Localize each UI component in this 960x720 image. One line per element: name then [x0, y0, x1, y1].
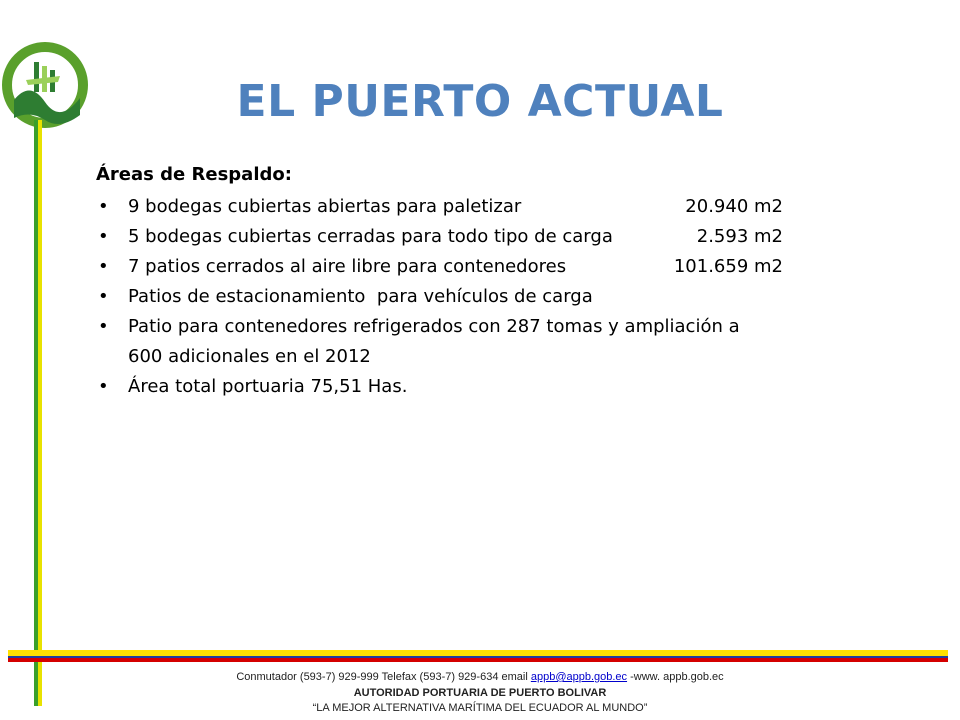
bullet-icon: •	[98, 196, 109, 217]
item-value: 101.659 m2	[673, 256, 783, 277]
item-text-continuation: 600 adicionales en el 2012	[128, 346, 371, 367]
list-item	[96, 222, 816, 252]
bullet-icon: •	[98, 226, 109, 247]
bullet-icon: •	[98, 256, 109, 277]
flag-bar-red	[8, 658, 948, 662]
bullet-icon: •	[98, 286, 109, 307]
list-item	[96, 282, 816, 312]
list-item	[96, 312, 816, 372]
footer-email-link[interactable]: appb@appb.gob.ec	[530, 671, 628, 683]
list-item	[96, 252, 816, 282]
bullet-icon: •	[98, 316, 109, 337]
item-text: 5 bodegas cubiertas cerradas para todo tipo de carga	[128, 226, 613, 247]
content-body	[96, 162, 816, 402]
item-text: Patio para contenedores refrigerados con 287 tomas y ampliación a	[128, 316, 740, 337]
footer-contact	[0, 670, 960, 684]
item-text: Patios de estacionamiento para vehículos de carga	[128, 286, 593, 307]
areas-list	[96, 192, 816, 402]
item-value: 20.940 m2	[685, 196, 783, 217]
item-text: 7 patios cerrados al aire libre para contenedores	[128, 256, 567, 277]
section-heading: Áreas de Respaldo:	[96, 164, 292, 185]
footer-organization: AUTORIDAD PORTUARIA DE PUERTO BOLIVAR	[353, 687, 607, 699]
footer-phone: Conmutador (593-7) 929-999 Telefax (593-7) 929-634 email	[236, 671, 531, 683]
item-text: Área total portuaria 75,51 Has.	[128, 376, 408, 397]
vertical-line-yellow	[38, 120, 42, 706]
list-item	[96, 372, 816, 402]
bullet-icon: •	[98, 376, 109, 397]
footer-slogan: “LA MEJOR ALTERNATIVA MARÍTIMA DEL ECUADOR AL MUNDO”	[312, 702, 648, 714]
footer-website: -www. appb.gob.ec	[627, 671, 724, 683]
item-text: 9 bodegas cubiertas abiertas para paletizar	[128, 196, 522, 217]
item-value: 2.593 m2	[696, 226, 783, 247]
list-item	[96, 192, 816, 222]
page-title: EL PUERTO ACTUAL	[236, 76, 724, 127]
